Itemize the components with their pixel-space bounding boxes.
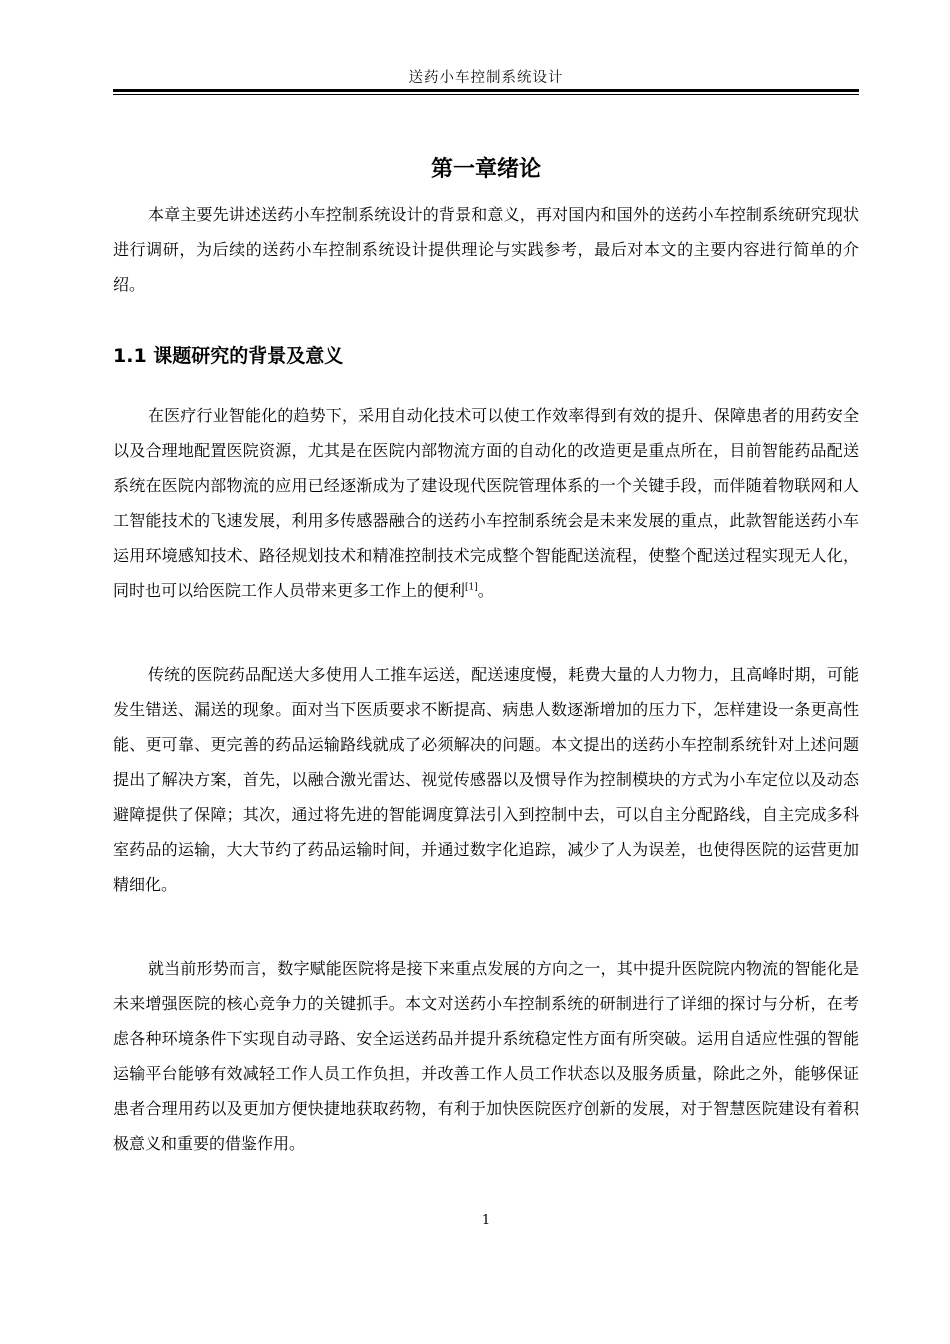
- citation-1[interactable]: [1]: [465, 582, 478, 593]
- body-paragraph-1: [113, 398, 859, 608]
- intro-paragraph: 本章主要先讲述送药小车控制系统设计的背景和意义，再对国内和国外的送药小车控制系统研究现状进行调研，为后续的送药小车控制系统设计提供理论与实践参考，最后对本文的主要内容进行简单的介绍。: [113, 205, 859, 294]
- section-title: 1.1 课题研究的背景及意义: [113, 345, 344, 367]
- paragraph-1-end: 。: [477, 581, 494, 600]
- body-paragraph-2: 传统的医院药品配送大多使用人工推车运送，配送速度慢，耗费大量的人力物力，且高峰时期，可能发生错送、漏送的现象。面对当下医质要求不断提高、病患人数逐渐增加的压力下，怎样建设一条更高性能、更可靠、更完善的药品运输路线就成了必须解决的问题。本文提出的送药小车控制系统针对上述问题提出了解决方案，首先，以融合激光雷达、视觉传感器以及惯导作为控制模块的方式为小车定位以及动态避障提供了保障；其次，通过将先进的智能调度算法引入到控制中去，可以自主分配路线，自主完成多科室药品的运输，大大节约了药品运输时间，并通过数字化追踪，减少了人为误差，也使得医院的运营更加精细化。: [113, 665, 859, 894]
- chapter-title: 第一章绪论: [430, 157, 541, 182]
- header-rule-thin: [113, 94, 859, 95]
- running-header: 送药小车控制系统设计: [408, 70, 564, 86]
- paragraph-1-text: 在医疗行业智能化的趋势下，采用自动化技术可以使工作效率得到有效的提升、保障患者的用药安全以及合理地配置医院资源，尤其是在医院内部物流方面的自动化的改造更是重点所在，目前智能药品配送系统在医院内部物流的应用已经逐渐成为了建设现代医院管理体系的一个关键手段，而伴随着物联网和人工智能技术的飞速发展，利用多传感器融合的送药小车控制系统会是未来发展的重点，此款智能送药小车运用环境感知技术、路径规划技术和精准控制技术完成整个智能配送流程，使整个配送过程实现无人化，同时也可以给医院工作人员带来更多工作上的便利: [113, 406, 859, 600]
- header-rule-thick: [113, 89, 859, 92]
- page-number: 1: [481, 1213, 491, 1228]
- body-paragraph-3: 就当前形势而言，数字赋能医院将是接下来重点发展的方向之一，其中提升医院院内物流的智能化是未来增强医院的核心竞争力的关键抓手。本文对送药小车控制系统的研制进行了详细的探讨与分析，在考虑各种环境条件下实现自动寻路、安全运送药品并提升系统稳定性方面有所突破。运用自适应性强的智能运输平台能够有效减轻工作人员工作负担，并改善工作人员工作状态以及服务质量，除此之外，能够保证患者合理用药以及更加方便快捷地获取药物，有利于加快医院医疗创新的发展，对于智慧医院建设有着积极意义和重要的借鉴作用。: [113, 959, 859, 1153]
